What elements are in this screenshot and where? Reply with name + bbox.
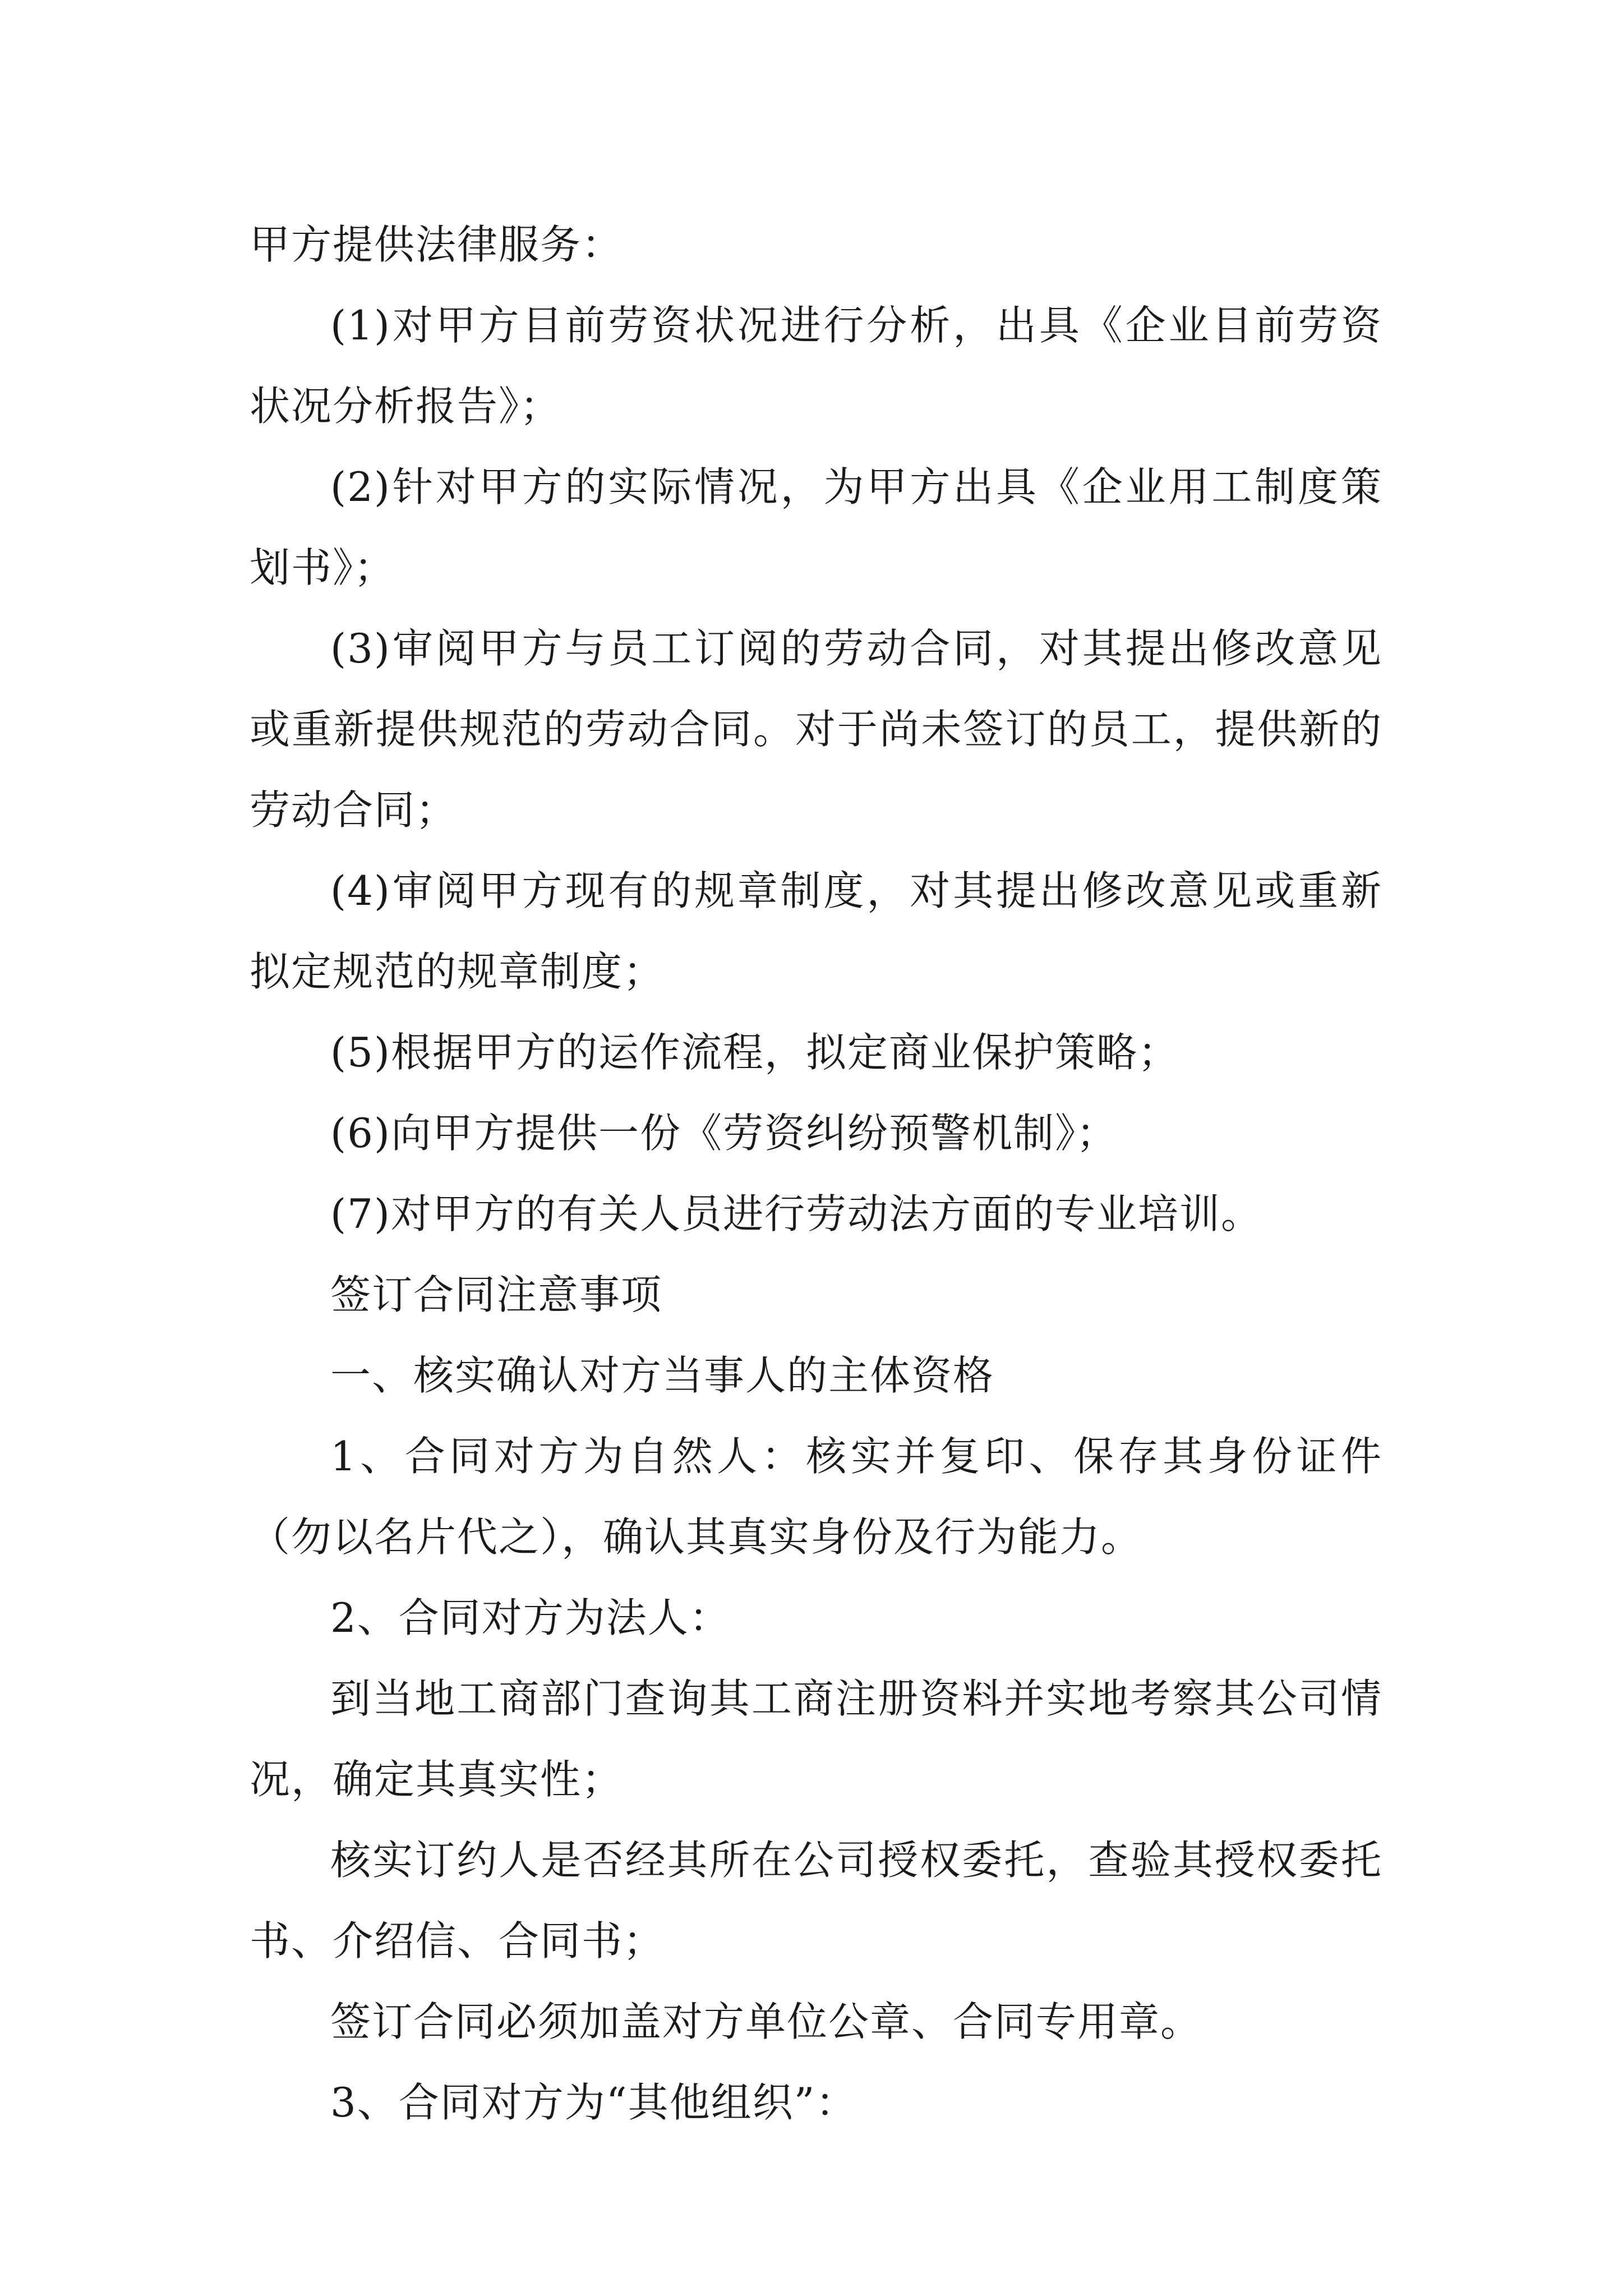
paragraph-other-organization: 3、合同对方为“其他组织”： [330, 2079, 857, 2126]
paragraph-item-2: (2)针对甲方的实际情况，为甲方出具《企业用工制度策划书》； [250, 463, 1382, 591]
document-body [250, 204, 1382, 2143]
paragraph-item-4: (4)审阅甲方现有的规章制度，对其提出修改意见或重新拟定规范的规章制度； [250, 867, 1382, 995]
paragraph-check-authorization: 核实订约人是否经其所在公司授权委托，查验其授权委托书、介绍信、合同书； [250, 1837, 1382, 1964]
paragraph-item-6: (6)向甲方提供一份《劳资纠纷预警机制》； [330, 1110, 1118, 1157]
paragraph-check-registration: 到当地工商部门查询其工商注册资料并实地考察其公司情况，确定其真实性； [250, 1675, 1382, 1803]
paragraph-natural-person: 1、合同对方为自然人：核实并复印、保存其身份证件（勿以名片代之），确认其真实身份及行为能力。 [250, 1433, 1382, 1561]
section-heading: 签订合同注意事项 [330, 1271, 663, 1318]
paragraph-item-1: (1)对甲方目前劳资状况进行分析，出具《企业目前劳资状况分析报告》； [250, 302, 1382, 430]
subsection-heading: 一、核实确认对方当事人的主体资格 [330, 1352, 995, 1399]
paragraph-item-7: (7)对甲方的有关人员进行劳动法方面的专业培训。 [330, 1190, 1262, 1237]
paragraph-seal-requirement: 签订合同必须加盖对方单位公章、合同专用章。 [330, 1998, 1202, 2045]
paragraph-intro: 甲方提供法律服务： [250, 221, 624, 268]
paragraph-item-3: (3)审阅甲方与员工订阅的劳动合同，对其提出修改意见或重新提供规范的劳动合同。对于尚未签订的员工，提供新的劳动合同； [250, 625, 1382, 834]
paragraph-legal-person: 2、合同对方为法人： [330, 1594, 731, 1641]
paragraph-item-5: (5)根据甲方的运作流程，拟定商业保护策略； [330, 1029, 1179, 1076]
